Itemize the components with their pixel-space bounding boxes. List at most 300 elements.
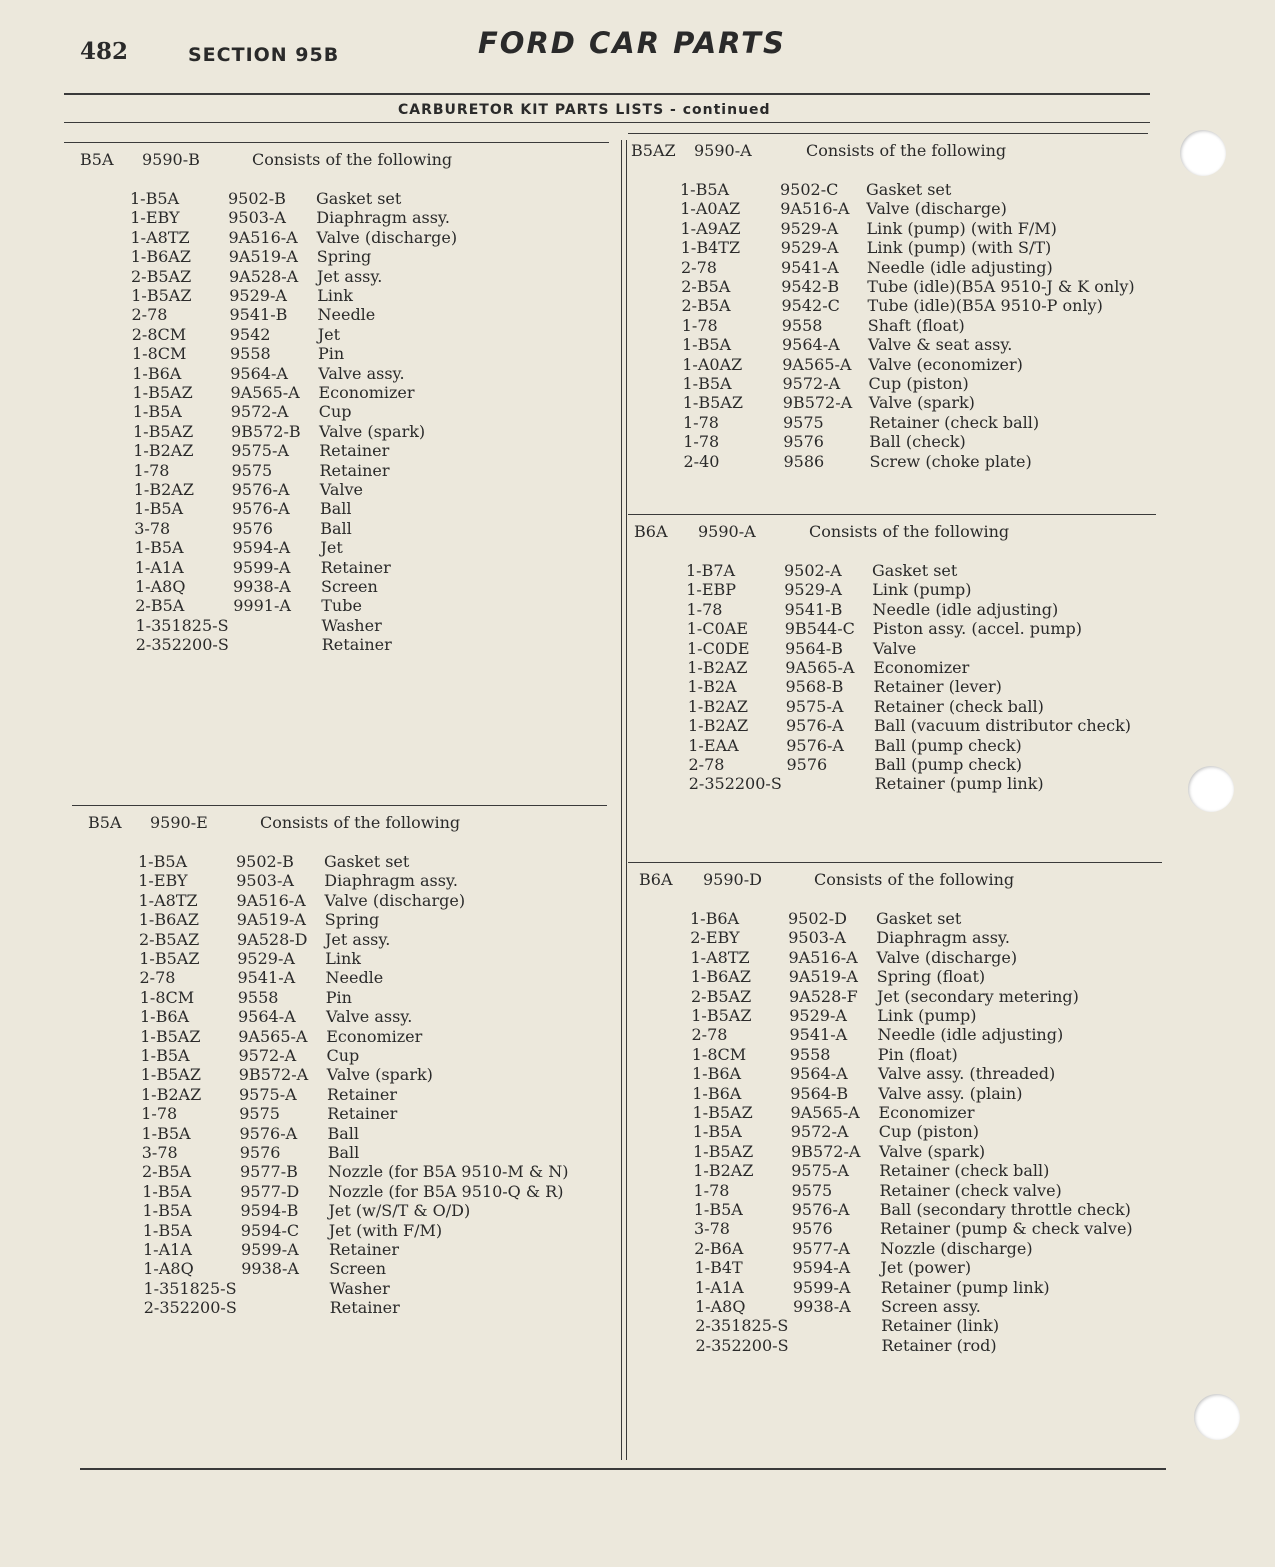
section-label: SECTION 95B [188, 44, 340, 66]
part-description: Jet [320, 538, 343, 558]
part-quantity-code: 1-B5A [692, 1122, 742, 1142]
part-quantity-code: 1-B4T [694, 1258, 743, 1278]
part-description: Valve assy. [318, 363, 405, 383]
part-number: 9938-A [233, 577, 291, 596]
part-description: Retainer (lever) [873, 677, 1002, 697]
part-quantity-code: 1-B6A [132, 363, 182, 383]
kit-number: 9590-D [703, 870, 762, 889]
part-description: Tube (idle)(B5A 9510-P only) [867, 296, 1103, 316]
part-description: Retainer (link) [881, 1316, 1000, 1336]
part-description: Ball (pump check) [874, 735, 1022, 755]
part-quantity-code: 3-78 [141, 1143, 178, 1162]
part-quantity-code: 1-B2AZ [687, 658, 748, 677]
part-number: 9558 [237, 987, 279, 1007]
part-quantity-code: 1-B5AZ [133, 421, 194, 441]
part-quantity-code: 2-40 [683, 451, 720, 471]
part-quantity-code: 2-B6A [694, 1238, 744, 1258]
part-number: 9A516-A [788, 947, 858, 967]
part-number: 9A519-A [228, 247, 298, 267]
part-quantity-code: 1-A8TZ [130, 227, 190, 247]
part-number: 9564-B [785, 638, 843, 658]
part-quantity-code: 1-B2AZ [688, 716, 749, 736]
kit-rule [628, 862, 1162, 863]
part-description: Valve (discharge) [316, 227, 458, 247]
part-quantity-code: 2-78 [691, 1025, 728, 1045]
part-number: 9502-D [788, 909, 847, 928]
part-description: Valve (spark) [319, 421, 426, 441]
part-quantity-code: 1-78 [683, 432, 720, 452]
part-number: 9542-C [781, 296, 840, 316]
part-description: Gasket set [876, 909, 962, 928]
part-quantity-code: 1-8CM [691, 1044, 747, 1064]
part-quantity-code: 1-A1A [143, 1240, 192, 1259]
part-quantity-code: 1-B2AZ [141, 1084, 202, 1104]
part-quantity-code: 2-352200-S [695, 1335, 789, 1355]
part-description: Link [317, 286, 353, 305]
part-quantity-code: 1-B5A [680, 180, 730, 199]
kit-heading: Consists of the following [252, 150, 453, 169]
document-title: FORD CAR PARTS [478, 26, 786, 60]
kit-rule [64, 142, 609, 143]
part-quantity-code: 1-B2AZ [133, 441, 194, 461]
part-quantity-code: 1-351825-S [135, 615, 229, 635]
part-number: 9575-A [231, 441, 289, 461]
part-description: Ball (check) [869, 432, 966, 452]
part-number: 9558 [230, 344, 271, 364]
part-number: 9564-A [238, 1007, 296, 1027]
part-quantity-code: 1-B5AZ [693, 1141, 754, 1161]
part-description: Valve (discharge) [876, 947, 1018, 967]
part-description: Valve [873, 638, 917, 658]
part-number: 9564-A [230, 363, 288, 383]
part-number: 9A565-A [782, 354, 852, 374]
part-quantity-code: 1-B6A [140, 1007, 190, 1027]
part-quantity-code: 2-352200-S [143, 1298, 237, 1318]
part-quantity-code: 1-A8TZ [690, 947, 750, 967]
part-description: Pin [318, 344, 345, 364]
part-description: Retainer (check valve) [879, 1180, 1062, 1200]
part-description: Gasket set [324, 852, 410, 871]
part-number: 9594-A [232, 538, 291, 558]
part-description: Retainer [319, 441, 390, 461]
part-number: 9576-A [239, 1123, 298, 1143]
part-number: 9541-A [237, 968, 296, 988]
column-divider [626, 140, 627, 1460]
part-quantity-code: 1-B6AZ [130, 247, 191, 267]
part-number: 9576-A [231, 480, 290, 499]
kit-number: 9590-A [698, 522, 756, 541]
kit-number: 9590-A [694, 141, 752, 160]
part-number: 9991-A [233, 596, 291, 616]
part-description: Valve (discharge) [324, 890, 466, 910]
kit-model: B5A [80, 150, 114, 169]
binder-hole [1188, 766, 1234, 812]
part-number: 9503-A [228, 208, 286, 228]
part-quantity-code: 1-78 [693, 1180, 730, 1200]
part-quantity-code: 1-B6AZ [138, 910, 199, 930]
part-description: Ball (vacuum distributor check) [874, 716, 1132, 736]
part-quantity-code: 1-B5AZ [131, 286, 192, 305]
part-number: 9576 [783, 432, 824, 452]
part-description: Valve (spark) [879, 1141, 986, 1161]
part-number: 9576-A [786, 735, 844, 755]
part-number: 9594-A [792, 1258, 851, 1278]
part-description: Valve & seat assy. [868, 335, 1013, 355]
part-number: 9541-B [229, 305, 288, 325]
part-number: 9558 [781, 315, 823, 335]
part-quantity-code: 1-B5A [141, 1123, 191, 1143]
part-quantity-code: 1-78 [681, 315, 718, 335]
part-description: Economizer [326, 1026, 423, 1046]
part-quantity-code: 1-B5AZ [682, 393, 743, 413]
part-number: 9529-A [780, 218, 839, 238]
part-number: 9503-A [236, 871, 294, 891]
part-description: Cup [318, 402, 352, 422]
part-quantity-code: 2-B5A [681, 277, 731, 296]
part-description: Tube (idle)(B5A 9510-J & K only) [867, 277, 1135, 296]
part-number: 9564-B [790, 1083, 849, 1103]
part-quantity-code: 1-EBY [130, 208, 180, 228]
part-description: Retainer [329, 1298, 400, 1318]
part-quantity-code: 1-8CM [132, 344, 187, 364]
part-number: 9575 [239, 1104, 280, 1124]
part-description: Gasket set [866, 180, 952, 199]
part-number: 9572-A [238, 1046, 297, 1065]
part-description: Jet (power) [880, 1258, 972, 1278]
part-description: Needle [325, 968, 384, 988]
part-description: Retainer [327, 1084, 398, 1104]
header-rule [64, 93, 1150, 95]
part-number: 9502-B [236, 852, 294, 871]
part-quantity-code: 1-A9AZ [680, 218, 741, 238]
part-description: Piston assy. (accel. pump) [872, 619, 1083, 639]
kit-model: B5A [88, 813, 122, 832]
part-quantity-code: 1-B6A [692, 1064, 742, 1084]
part-description: Screen [321, 577, 378, 596]
part-description: Washer [329, 1278, 390, 1298]
part-quantity-code: 1-B6AZ [690, 967, 751, 987]
part-quantity-code: 1-C0DE [687, 638, 750, 658]
part-number: 9572-A [790, 1122, 849, 1142]
part-quantity-code: 2-352200-S [135, 635, 229, 655]
part-quantity-code: 1-B5A [142, 1181, 192, 1201]
part-number: 9568-B [785, 677, 844, 697]
subtitle-rule [64, 122, 1150, 123]
part-quantity-code: 1-A8Q [143, 1259, 194, 1279]
part-quantity-code: 2-B5AZ [139, 929, 200, 949]
part-quantity-code: 2-78 [131, 305, 168, 325]
part-description: Cup (piston) [868, 374, 969, 393]
part-number: 9586 [783, 451, 825, 471]
part-number: 9529-A [780, 238, 839, 258]
part-number: 9541-A [789, 1025, 848, 1045]
part-quantity-code: 1-B5A [134, 499, 184, 519]
part-quantity-code: 1-EBY [138, 871, 188, 891]
part-quantity-code: 2-351825-S [695, 1316, 789, 1336]
part-quantity-code: 3-78 [694, 1219, 730, 1239]
part-quantity-code: 1-B5A [693, 1200, 743, 1219]
part-description: Retainer (rod) [881, 1335, 997, 1355]
part-description: Nozzle (for B5A 9510-M & N) [328, 1162, 569, 1182]
kit-rule [72, 805, 607, 806]
part-quantity-code: 1-B2AZ [693, 1161, 754, 1181]
part-quantity-code: 1-B5A [132, 402, 182, 422]
part-description: Ball [320, 499, 352, 519]
part-description: Link (pump) (with S/T) [866, 238, 1052, 258]
part-number: 9A528-F [789, 986, 858, 1006]
part-quantity-code: 1-B5A [142, 1201, 192, 1221]
part-description: Retainer (check ball) [869, 412, 1040, 432]
binder-hole [1194, 1394, 1240, 1440]
part-description: Valve [319, 480, 363, 499]
part-description: Cup [326, 1046, 360, 1065]
part-number: 9575-A [785, 696, 844, 716]
part-description: Jet (w/S/T & O/D) [328, 1201, 471, 1221]
part-quantity-code: 2-B5A [142, 1162, 192, 1182]
kit-number: 9590-E [150, 813, 208, 832]
part-description: Shaft (float) [867, 315, 965, 335]
part-number: 9576-A [791, 1200, 850, 1219]
part-quantity-code: 1-B5AZ [140, 1026, 201, 1046]
part-quantity-code: 2-78 [139, 968, 176, 988]
part-number: 9575 [783, 412, 824, 432]
part-quantity-code: 1-C0AE [686, 619, 748, 639]
column-divider [621, 140, 622, 1460]
part-quantity-code: 2-B5AZ [131, 266, 192, 286]
part-description: Valve assy. (plain) [878, 1083, 1023, 1103]
kit-heading: Consists of the following [814, 870, 1015, 889]
part-description: Valve (spark) [868, 393, 975, 413]
part-description: Tube [321, 596, 362, 616]
part-description: Retainer (check ball) [873, 696, 1044, 716]
part-description: Gasket set [872, 561, 958, 580]
part-number: 9599-A [241, 1240, 299, 1259]
footer-rule [80, 1468, 1166, 1470]
part-description: Diaphragm assy. [876, 928, 1010, 948]
part-description: Gasket set [316, 189, 402, 208]
part-number: 9576 [239, 1143, 281, 1162]
part-description: Needle [317, 305, 376, 325]
part-quantity-code: 2-EBY [690, 928, 740, 948]
part-description: Pin [325, 987, 352, 1007]
part-description: Retainer [319, 460, 390, 480]
part-quantity-code: 2-352200-S [688, 774, 782, 794]
part-quantity-code: 1-B5AZ [132, 383, 193, 402]
part-description: Ball (secondary throttle check) [879, 1200, 1131, 1219]
part-quantity-code: 1-B6A [690, 909, 740, 928]
part-number: 9502-B [228, 189, 286, 208]
part-number: 9572-A [782, 374, 841, 393]
part-quantity-code: 1-B5A [138, 852, 188, 871]
part-quantity-code: 1-B5AZ [691, 1006, 752, 1025]
part-number: 9502-A [784, 561, 842, 580]
part-description: Link (pump) [872, 580, 972, 600]
part-description: Ball [327, 1123, 360, 1143]
part-description: Link (pump) [877, 1006, 977, 1025]
kit-number: 9590-B [142, 150, 200, 169]
part-quantity-code: 2-78 [681, 257, 717, 277]
part-description: Ball (pump check) [874, 755, 1023, 774]
part-description: Retainer (check ball) [879, 1161, 1050, 1181]
kit-model: B5AZ [631, 141, 676, 160]
part-description: Valve (economizer) [868, 354, 1023, 374]
part-number: 9542-B [781, 277, 840, 296]
part-description: Retainer (pump link) [880, 1277, 1050, 1297]
page-number: 482 [80, 38, 129, 65]
part-number: 9B572-A [791, 1141, 861, 1161]
kit-rule [628, 133, 1148, 134]
part-description: Retainer [321, 635, 392, 655]
part-number: 9938-A [793, 1297, 851, 1316]
part-number: 9529-A [237, 949, 295, 968]
part-description: Economizer [873, 658, 970, 677]
part-quantity-code: 1-78 [141, 1104, 178, 1124]
part-description: Retainer [329, 1240, 400, 1259]
part-number: 9B572-A [238, 1065, 309, 1085]
part-quantity-code: 1-A1A [694, 1277, 744, 1297]
part-number: 9594-C [240, 1220, 300, 1240]
part-description: Link (pump) (with F/M) [866, 218, 1057, 238]
part-description: Screen assy. [881, 1297, 981, 1316]
part-quantity-code: 1-B2AZ [133, 480, 194, 499]
part-quantity-code: 1-B5A [130, 189, 180, 208]
part-description: Needle (idle adjusting) [867, 257, 1053, 277]
kit-heading: Consists of the following [806, 141, 1007, 160]
part-description: Retainer (pump link) [874, 774, 1044, 794]
part-quantity-code: 1-A8TZ [138, 890, 198, 910]
part-number: 9577-D [240, 1181, 300, 1201]
part-description: Nozzle (discharge) [880, 1238, 1033, 1258]
part-number: 9575 [231, 460, 273, 480]
part-description: Screen [329, 1259, 387, 1279]
part-description: Needle (idle adjusting) [877, 1025, 1064, 1045]
part-quantity-code: 1-B5A [682, 335, 732, 355]
part-quantity-code: 1-78 [683, 412, 719, 432]
part-number: 9576-A [232, 499, 290, 519]
part-quantity-code: 1-B2AZ [687, 696, 748, 716]
part-quantity-code: 2-B5AZ [691, 986, 752, 1006]
part-description: Screw (choke plate) [869, 451, 1032, 471]
part-number: 9A565-A [230, 383, 300, 402]
part-description: Washer [321, 615, 382, 635]
part-quantity-code: 3-78 [134, 518, 171, 538]
part-number: 9558 [789, 1044, 831, 1064]
part-number: 9576 [792, 1219, 833, 1239]
part-quantity-code: 1-A0AZ [680, 199, 741, 219]
part-description: Ball [327, 1143, 360, 1162]
part-quantity-code: 1-B5A [682, 374, 732, 393]
part-quantity-code: 1-EBP [686, 580, 737, 600]
part-quantity-code: 1-B5A [142, 1220, 192, 1240]
section-subtitle: CARBURETOR KIT PARTS LISTS - continued [398, 102, 771, 118]
part-number: 9B572-B [231, 421, 301, 441]
part-number: 9A516-A [780, 199, 850, 219]
part-quantity-code: 1-B4TZ [680, 238, 741, 258]
part-number: 9576 [786, 755, 828, 774]
part-number: 9A519-A [788, 967, 858, 987]
kit-rule [628, 514, 1156, 515]
kit-heading: Consists of the following [260, 813, 461, 832]
part-quantity-code: 1-EAA [688, 735, 739, 755]
part-number: 9599-A [232, 557, 291, 577]
part-number: 9564-A [790, 1064, 848, 1084]
part-quantity-code: 2-78 [688, 755, 725, 774]
part-description: Retainer (pump & check valve) [880, 1219, 1133, 1239]
part-quantity-code: 1-B5AZ [139, 949, 200, 968]
part-quantity-code: 1-78 [686, 599, 723, 619]
part-number: 9541-A [781, 257, 839, 277]
part-description: Diaphragm assy. [316, 208, 450, 228]
part-description: Jet (with F/M) [328, 1220, 443, 1240]
part-description: Spring [316, 247, 372, 267]
part-number: 9503-A [788, 928, 846, 948]
part-number: 9A516-A [228, 227, 298, 247]
part-quantity-code: 1-A8Q [695, 1297, 746, 1316]
part-number: 9A565-A [238, 1026, 308, 1046]
part-number: 9564-A [782, 335, 840, 355]
part-number: 9575-A [791, 1161, 849, 1181]
part-number: 9529-A [784, 580, 842, 600]
part-quantity-code: 1-78 [133, 460, 170, 480]
part-quantity-code: 1-B7A [686, 561, 736, 580]
part-number: 9529-A [229, 286, 287, 305]
part-quantity-code: 2-8CM [131, 324, 187, 344]
part-number: 9594-B [240, 1201, 299, 1221]
part-quantity-code: 1-B5AZ [692, 1103, 753, 1122]
part-number: 9542 [229, 324, 271, 344]
part-number: 9A519-A [236, 910, 306, 930]
part-description: Economizer [878, 1103, 975, 1122]
part-quantity-code: 2-B5A [681, 296, 731, 316]
kit-heading: Consists of the following [809, 522, 1010, 541]
part-quantity-code: 1-A8Q [135, 577, 186, 596]
part-quantity-code: 2-B5A [135, 596, 185, 616]
part-number: 9541-B [784, 599, 843, 619]
part-number: 9599-A [792, 1277, 851, 1297]
part-number: 9938-A [241, 1259, 299, 1279]
part-number: 9A528-A [229, 266, 299, 286]
part-description: Economizer [318, 383, 415, 402]
part-number: 9B572-A [782, 393, 853, 413]
part-quantity-code: 1-B5A [134, 538, 184, 558]
part-description: Jet (secondary metering) [877, 986, 1079, 1006]
part-description: Valve assy. (threaded) [878, 1064, 1056, 1084]
part-quantity-code: 1-A1A [134, 557, 184, 577]
part-description: Valve (spark) [326, 1065, 433, 1085]
part-number: 9577-B [240, 1162, 298, 1182]
part-quantity-code: 1-B5AZ [140, 1065, 201, 1085]
part-number: 9576-A [786, 716, 844, 736]
part-description: Needle (idle adjusting) [872, 599, 1059, 619]
part-number: 9A565-A [790, 1103, 860, 1122]
part-quantity-code: 1-351825-S [143, 1278, 237, 1298]
part-number: 9572-A [230, 402, 289, 422]
binder-hole [1180, 130, 1226, 176]
part-description: Link [325, 949, 361, 968]
part-quantity-code: 1-B5A [140, 1046, 190, 1065]
part-number: 9A565-A [785, 658, 855, 677]
part-number: 9B544-C [784, 619, 855, 639]
part-number: 9575 [791, 1180, 833, 1200]
part-quantity-code: 1-B2A [687, 677, 737, 697]
part-description: Spring (float) [876, 967, 986, 987]
part-description: Valve assy. [326, 1007, 413, 1027]
part-description: Retainer [327, 1104, 398, 1124]
part-description: Pin (float) [877, 1044, 958, 1064]
part-number: 9529-A [789, 1006, 847, 1025]
part-description: Retainer [320, 557, 391, 577]
part-quantity-code: 1-B6A [692, 1083, 742, 1103]
